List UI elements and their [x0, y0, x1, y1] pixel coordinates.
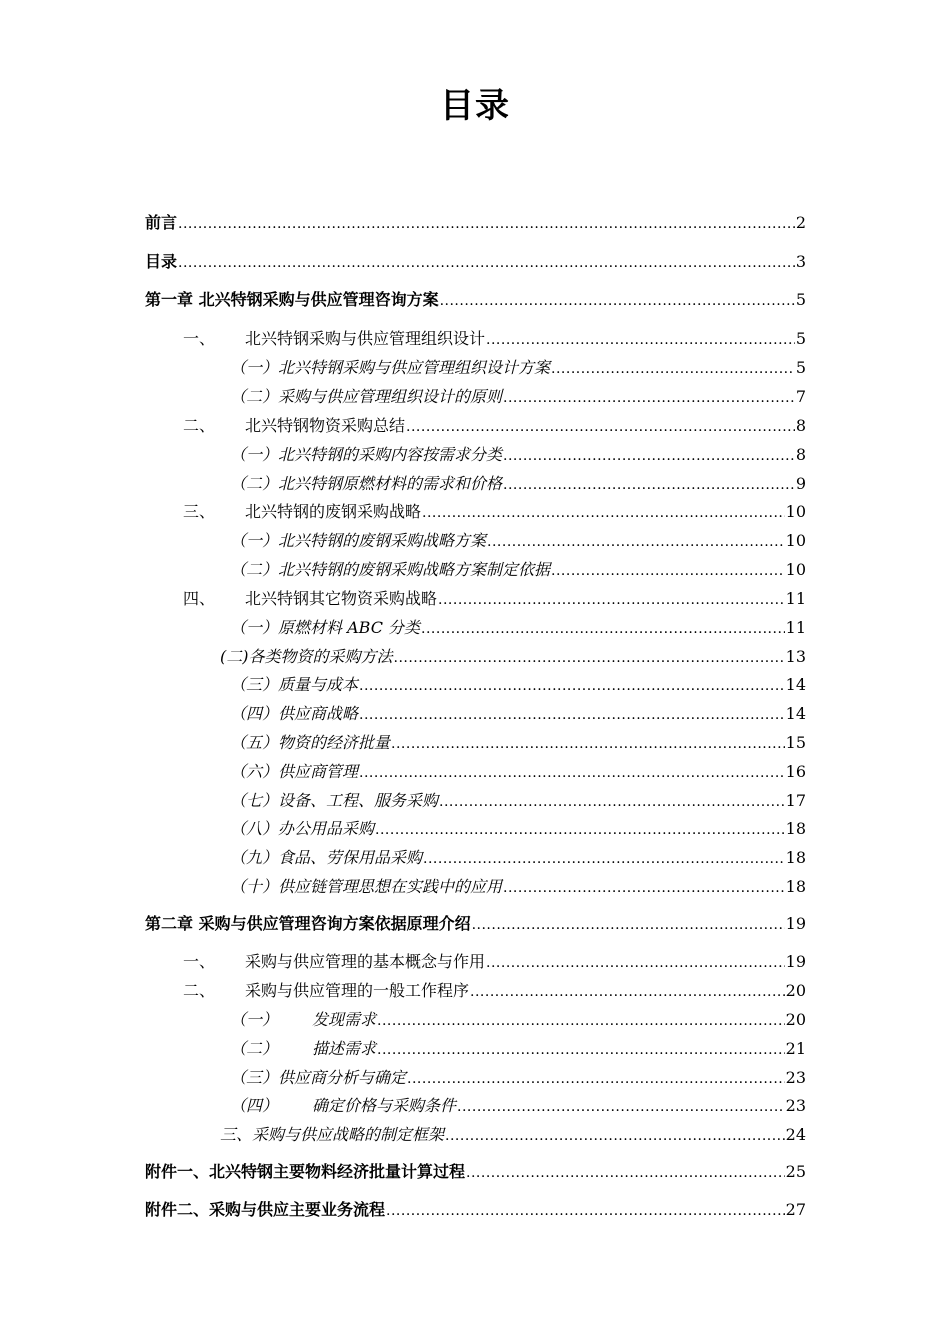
toc-page-number: 23: [785, 1068, 806, 1087]
toc-entry-appendix[interactable]: [145, 1196, 806, 1220]
page-title: 目录: [440, 86, 510, 126]
toc-page-number: 15: [785, 733, 806, 752]
toc-page-number: 16: [785, 762, 806, 781]
toc-leader-dots: [487, 531, 785, 551]
toc-entry-text: （一）北兴特钢采购与供应管理组织设计方案: [230, 358, 551, 377]
toc-entry-text: （八）办公用品采购: [230, 819, 375, 838]
toc-entry-text: （九）食品、劳保用品采购: [230, 848, 423, 867]
toc-leader-dots: [359, 704, 785, 724]
toc-leader-dots: [391, 733, 785, 753]
toc-page-number: 5: [795, 290, 806, 309]
toc-page-number: 3: [795, 252, 806, 271]
toc-entry-subsection[interactable]: [230, 383, 806, 407]
toc-entry-section[interactable]: [183, 325, 806, 349]
toc-leader-dots: [423, 848, 785, 868]
toc-entry-number: 三、: [183, 502, 216, 521]
toc-leader-dots: [422, 502, 785, 522]
toc-leader-dots: [406, 416, 795, 436]
toc-entry-subsection[interactable]: [230, 556, 806, 580]
toc-page-number: 18: [785, 819, 806, 838]
toc-leader-dots: [551, 358, 795, 378]
toc-entry-text: 确定价格与采购条件: [312, 1096, 457, 1115]
toc-leader-dots: [438, 589, 785, 609]
toc-page-number: 7: [795, 387, 806, 406]
toc-page-number: 10: [785, 560, 806, 579]
toc-leader-dots: [359, 762, 785, 782]
toc-entry-text: 第二章 采购与供应管理咨询方案依据原理介绍: [145, 914, 471, 933]
toc-leader-dots: [503, 387, 795, 407]
toc-leader-dots: [486, 329, 795, 349]
toc-entry-section[interactable]: [183, 948, 806, 972]
toc-entry-subsection[interactable]: [230, 441, 806, 465]
toc-page-number: 10: [785, 502, 806, 521]
toc-leader-dots: [359, 675, 785, 695]
toc-entry-text: （二）北兴特钢的废钢采购战略方案制定依据: [230, 560, 551, 579]
toc-leader-dots: [445, 1125, 785, 1145]
toc-entry-text: 采购与供应管理的一般工作程序: [245, 981, 470, 1000]
toc-entry-subsection[interactable]: [230, 729, 806, 753]
toc-entry-text: （三）质量与成本: [230, 675, 359, 694]
toc-entry-subsection[interactable]: [230, 1035, 806, 1059]
toc-leader-dots: [503, 474, 795, 494]
toc-page-number: 27: [785, 1200, 806, 1219]
toc-entry-section[interactable]: [183, 977, 806, 1001]
toc-entry-appendix[interactable]: [145, 1158, 806, 1182]
toc-page-number: 5: [795, 358, 806, 377]
toc-page-number: 9: [795, 474, 806, 493]
toc-entry-text: （五）物资的经济批量: [230, 733, 391, 752]
toc-entry-text: （七）设备、工程、服务采购: [230, 791, 439, 810]
toc-entry-subsection[interactable]: [230, 1092, 806, 1116]
toc-leader-dots: [407, 1068, 785, 1088]
toc-entry-subsection[interactable]: [230, 873, 806, 897]
toc-entry-text: 北兴特钢其它物资采购战略: [245, 589, 438, 608]
toc-leader-dots: [439, 791, 785, 811]
toc-leader-dots: [178, 213, 795, 233]
toc-entry-text: （一）北兴特钢的废钢采购战略方案: [230, 531, 487, 550]
toc-entry-text: （三）供应商分析与确定: [230, 1068, 407, 1087]
toc-entry-number: 一、: [183, 952, 216, 971]
toc-entry-number: 二、: [183, 416, 216, 435]
toc-entry-text: 采购与供应管理的基本概念与作用: [245, 952, 486, 971]
toc-entry-text: （六）供应商管理: [230, 762, 359, 781]
toc-leader-dots: [386, 1200, 785, 1220]
toc-entry-subsection[interactable]: [230, 527, 806, 551]
toc-leader-dots: [503, 877, 785, 897]
toc-page-number: 18: [785, 848, 806, 867]
toc-entry-subsection[interactable]: [230, 470, 806, 494]
toc-page-number: 23: [785, 1096, 806, 1115]
toc-leader-dots: [470, 981, 785, 1001]
toc-entry-subsection[interactable]: [230, 614, 806, 638]
toc-page-number: 11: [785, 618, 806, 637]
toc-page-number: 19: [785, 952, 806, 971]
toc-page-number: 8: [795, 416, 806, 435]
toc-leader-dots: [421, 618, 785, 638]
toc-entry-section[interactable]: [183, 585, 806, 609]
toc-entry-text: （十）供应链管理思想在实践中的应用: [230, 877, 503, 896]
toc-entry-section[interactable]: [183, 412, 806, 436]
toc-entry-text: 附件一、北兴特钢主要物料经济批量计算过程: [145, 1162, 466, 1181]
toc-page-number: 24: [785, 1125, 806, 1144]
toc-page-number: 11: [785, 589, 806, 608]
toc-leader-dots: [472, 914, 785, 934]
toc-entry-text: （二）采购与供应管理组织设计的原则: [230, 387, 503, 406]
toc-entry-text: 目录: [145, 252, 178, 271]
toc-leader-dots: [375, 819, 785, 839]
toc-page-number: 2: [795, 213, 806, 232]
toc-entry-subsection[interactable]: [230, 700, 806, 724]
toc-page-number: 25: [785, 1162, 806, 1181]
toc-entry-subsection[interactable]: [230, 671, 806, 695]
toc-entry-text: 三、采购与供应战略的制定框架: [220, 1125, 445, 1144]
toc-entry[interactable]: [145, 209, 806, 233]
toc-entry-text: 北兴特钢物资采购总结: [245, 416, 406, 435]
toc-entry-text: 北兴特钢采购与供应管理组织设计: [245, 329, 486, 348]
toc-entry-text: （四）供应商战略: [230, 704, 359, 723]
toc-entry-text: 发现需求: [312, 1010, 377, 1029]
toc-page-number: 8: [795, 445, 806, 464]
toc-leader-dots: [440, 290, 795, 310]
toc-page-number: 18: [785, 877, 806, 896]
toc-entry-text: 第一章 北兴特钢采购与供应管理咨询方案: [145, 290, 439, 309]
toc-entry-number: 二、: [183, 981, 216, 1000]
toc-entry-text: （一）原燃材料 ABC 分类: [230, 618, 421, 637]
toc-leader-dots: [486, 952, 785, 972]
toc-entry-text: (二)各类物资的采购方法: [220, 647, 393, 666]
toc-entry-number: （四）: [230, 1096, 279, 1115]
toc-page-number: 20: [785, 1010, 806, 1029]
toc-page-number: 14: [785, 704, 806, 723]
toc-leader-dots: [377, 1039, 785, 1059]
toc-entry-subsection[interactable]: [230, 758, 806, 782]
toc-entry-subsection[interactable]: [230, 354, 806, 378]
toc-entry-chapter[interactable]: [145, 910, 806, 934]
toc-entry-chapter[interactable]: [145, 286, 806, 310]
toc-entry-section[interactable]: [183, 498, 806, 522]
toc-page-number: 5: [795, 329, 806, 348]
toc-entry-section[interactable]: [220, 1121, 806, 1145]
toc-entry-text: 北兴特钢的废钢采购战略: [245, 502, 422, 521]
toc-entry-subsection[interactable]: [230, 815, 806, 839]
toc-entry-number: 四、: [183, 589, 216, 608]
toc-entry-subsection[interactable]: [230, 1006, 806, 1030]
toc-leader-dots: [551, 560, 785, 580]
toc-leader-dots: [503, 445, 795, 465]
toc-leader-dots: [377, 1010, 785, 1030]
toc-leader-dots: [457, 1096, 785, 1116]
toc-entry-subsection[interactable]: [230, 844, 806, 868]
toc-page-number: 13: [785, 647, 806, 666]
toc-entry-subsection[interactable]: [230, 787, 806, 811]
toc-entry-text: （二）北兴特钢原燃材料的需求和价格: [230, 474, 503, 493]
toc-entry-text: （一）北兴特钢的采购内容按需求分类: [230, 445, 503, 464]
toc-leader-dots: [466, 1162, 785, 1182]
toc-page-number: 19: [785, 914, 806, 933]
toc-entry-subsection[interactable]: [230, 1064, 806, 1088]
toc-entry-number: （二）: [230, 1039, 279, 1058]
toc-entry-number: 一、: [183, 329, 216, 348]
toc-page-number: 20: [785, 981, 806, 1000]
toc-entry-subsection[interactable]: [220, 643, 806, 667]
toc-entry-text: 附件二、采购与供应主要业务流程: [145, 1200, 386, 1219]
toc-leader-dots: [178, 252, 795, 272]
toc-entry-text: 前言: [145, 213, 178, 232]
toc-page-number: 14: [785, 675, 806, 694]
toc-entry[interactable]: [145, 248, 806, 272]
toc-leader-dots: [394, 647, 785, 667]
toc-page-number: 17: [785, 791, 806, 810]
toc-entry-text: 描述需求: [312, 1039, 377, 1058]
toc-page-number: 21: [785, 1039, 806, 1058]
toc-entry-number: （一）: [230, 1010, 279, 1029]
toc-page-number: 10: [785, 531, 806, 550]
